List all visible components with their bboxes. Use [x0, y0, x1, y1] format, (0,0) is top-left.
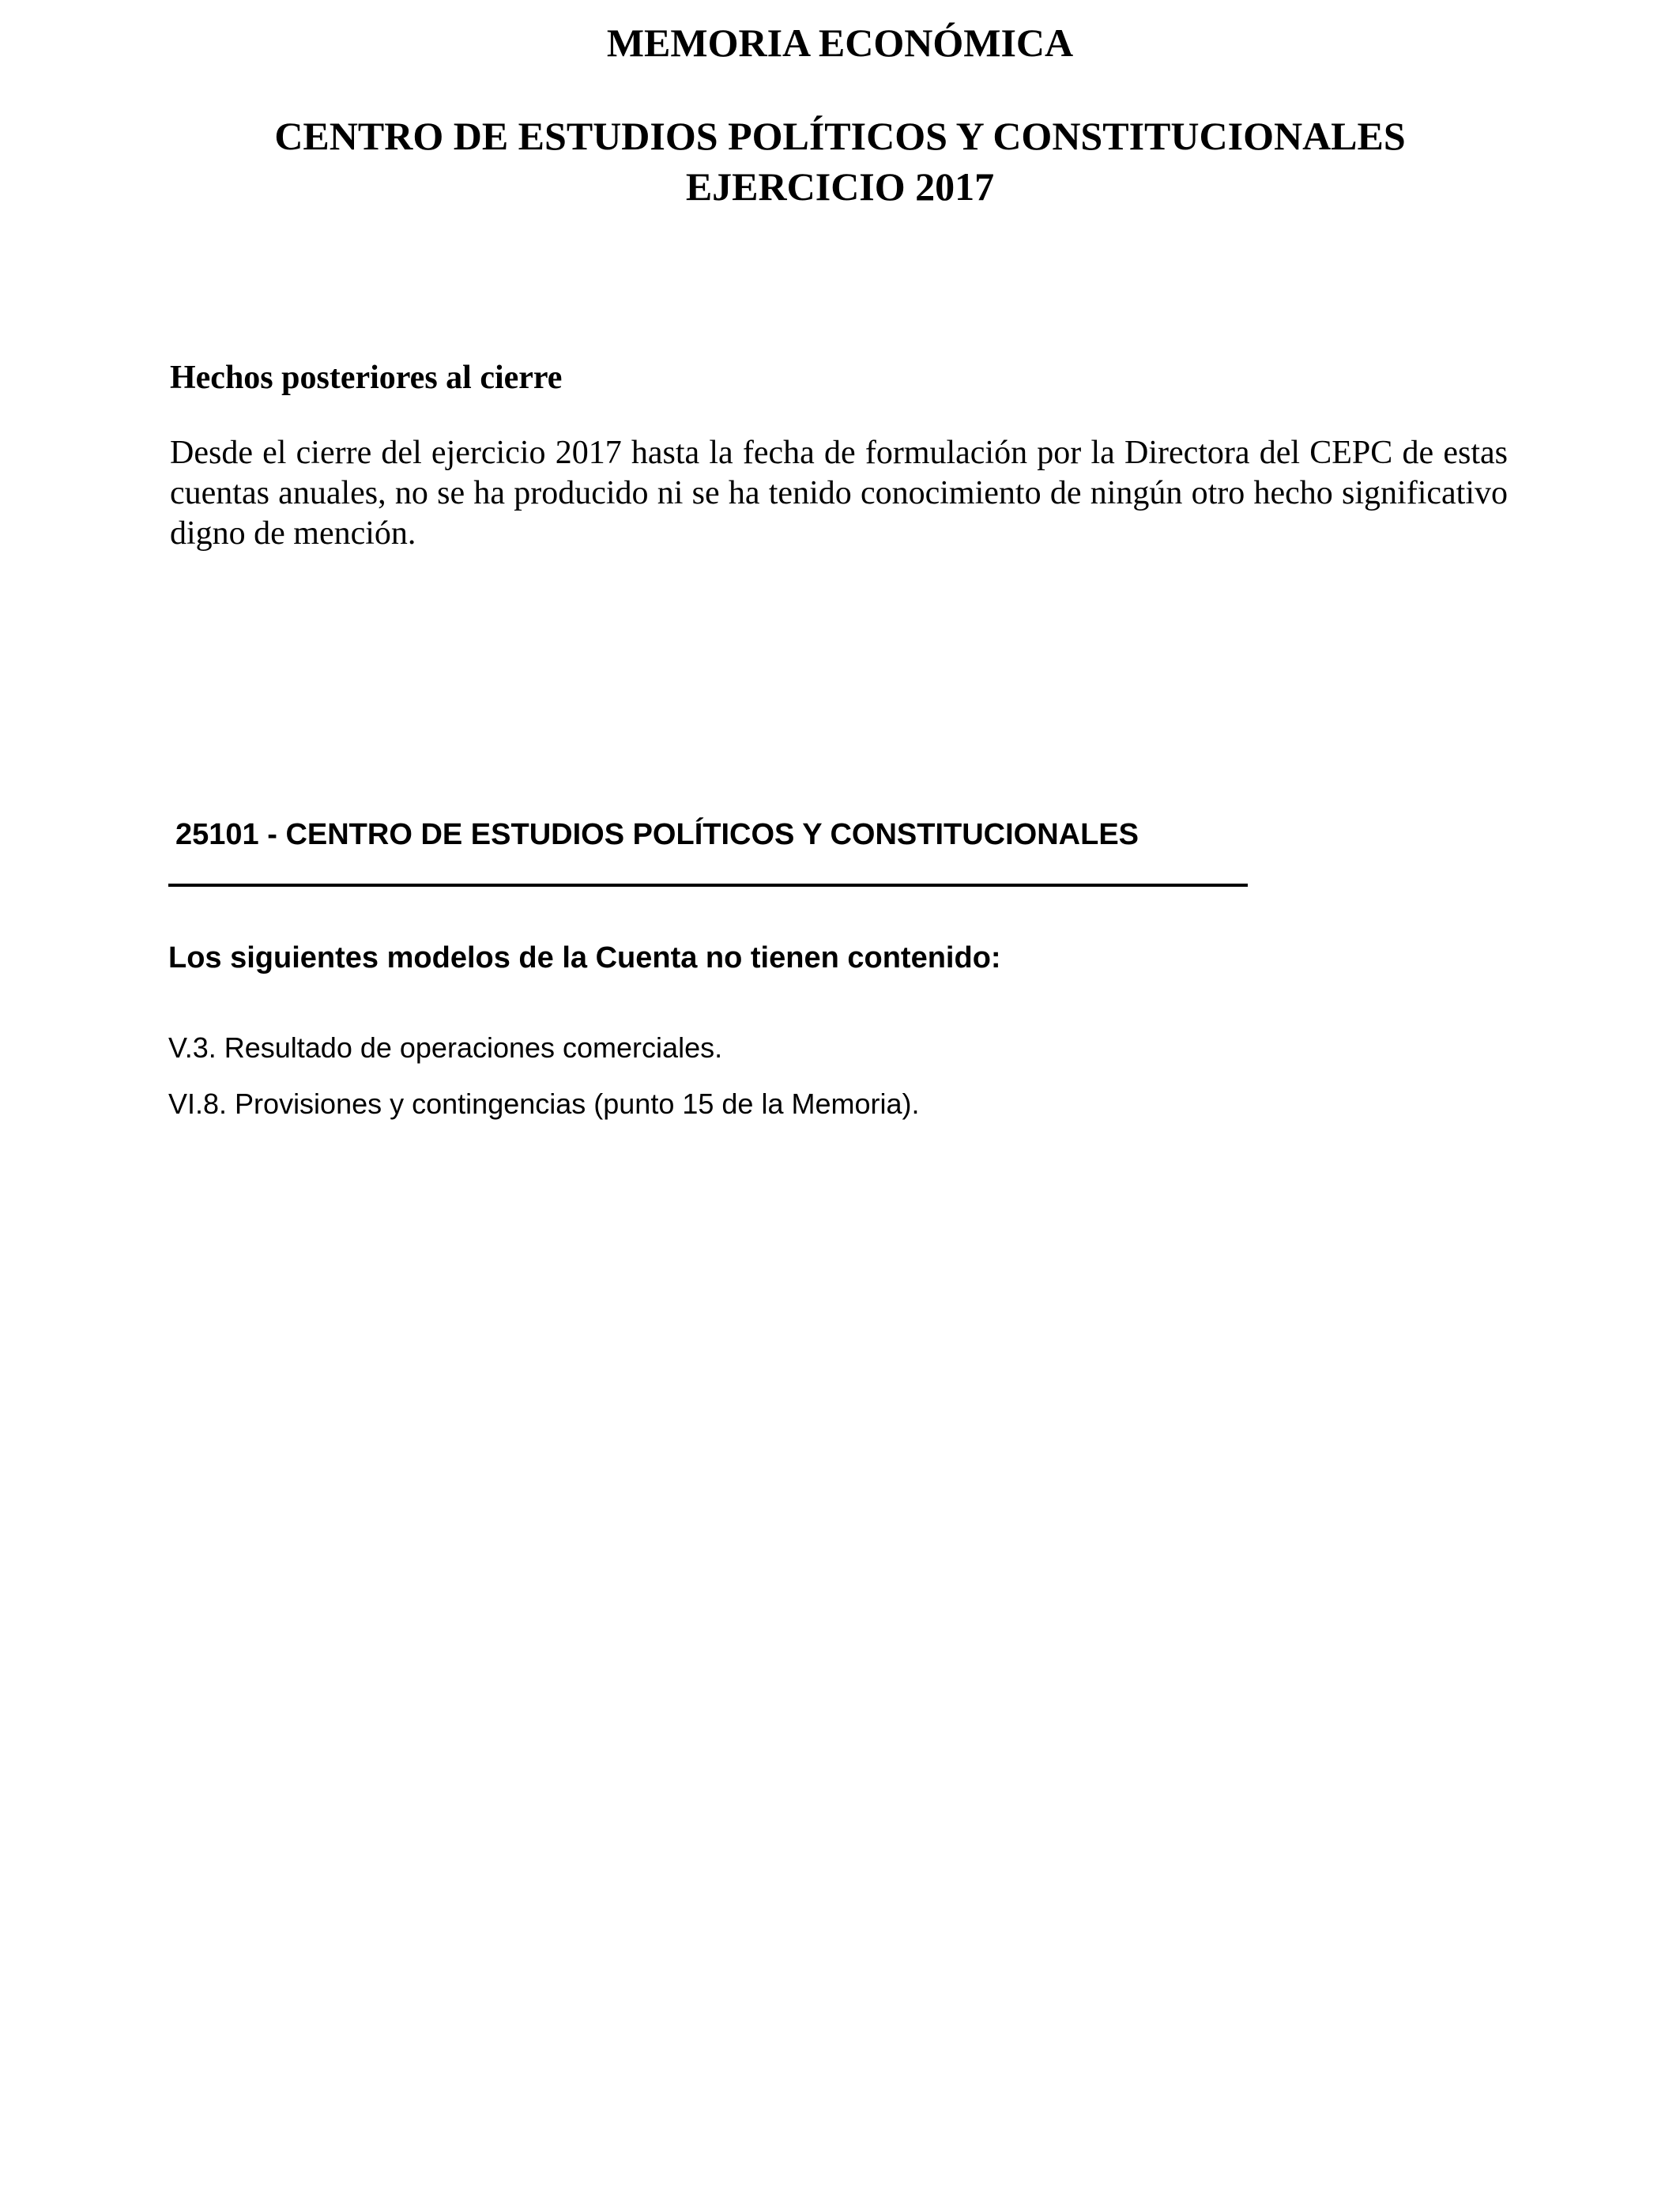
document-subtitle	[0, 111, 1680, 212]
section-heading: Hechos posteriores al cierre	[170, 360, 563, 396]
list-item: VI.8. Provisiones y contingencias (punto 15 de la Memoria).	[168, 1088, 920, 1120]
models-list	[168, 1029, 919, 1141]
subtitle-organization: CENTRO DE ESTUDIOS POLÍTICOS Y CONSTITUCIONALES	[274, 114, 1406, 158]
list-item: V.3. Resultado de operaciones comerciales.	[168, 1031, 723, 1064]
heading-divider	[168, 884, 1248, 887]
models-heading: Los siguientes modelos de la Cuenta no tienen contenido:	[168, 941, 1001, 974]
section-body-paragraph: Desde el cierre del ejercicio 2017 hasta la fecha de formulación por la Directora del CEPC de estas cuentas anuales, no se ha producido ni se ha tenido conocimiento de ningún otro hecho significativo digno de mención.	[170, 435, 1508, 552]
document-title: MEMORIA ECONÓMICA	[606, 21, 1074, 65]
entity-heading: 25101 - CENTRO DE ESTUDIOS POLÍTICOS Y CONSTITUCIONALES	[175, 818, 1139, 851]
subtitle-fiscal-year: EJERCICIO 2017	[685, 164, 995, 209]
